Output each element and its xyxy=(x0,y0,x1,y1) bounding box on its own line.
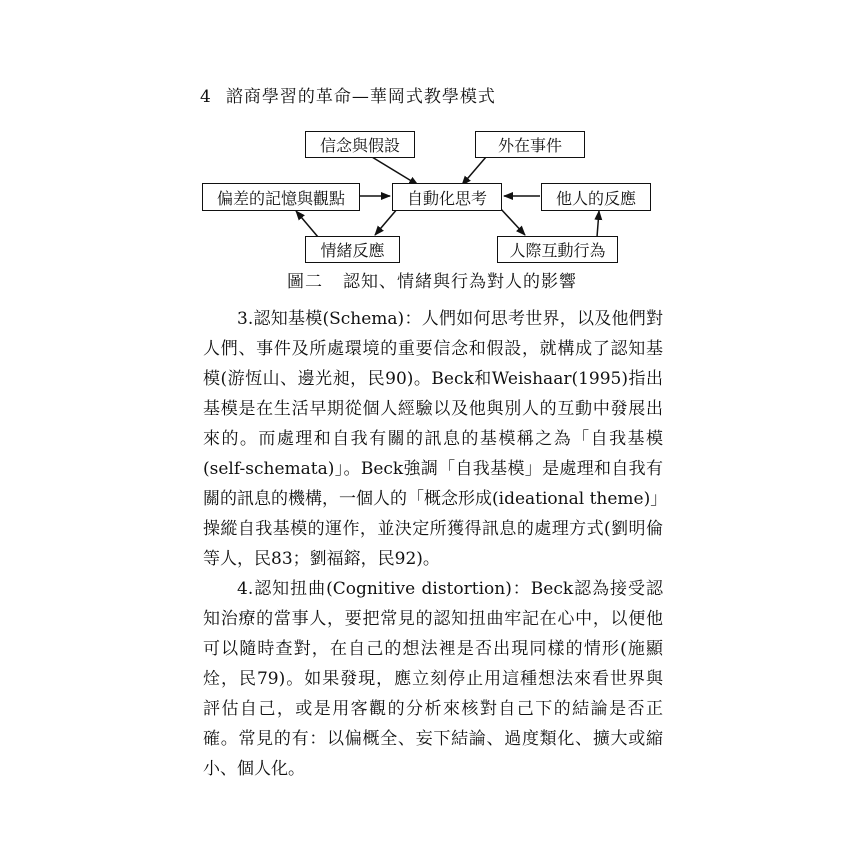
node-emotional-reaction: 情緒反應 xyxy=(305,236,400,263)
book-title: 諮商學習的革命—華岡式教學模式 xyxy=(225,87,496,107)
figure-label: 圖二 xyxy=(287,272,323,292)
arrow-external-to-thought xyxy=(462,157,486,185)
body-text xyxy=(203,304,668,784)
text-line: 烇，民79)。如果發現，應立刻停止用這種想法來看世界與 xyxy=(203,669,663,689)
node-automatic-thought: 自動化思考 xyxy=(392,183,502,211)
text-line: 可以隨時查對，在自己的想法裡是否出現同樣的情形(施顯 xyxy=(203,639,663,659)
figure-title: 認知、情緒與行為對人的影響 xyxy=(343,272,577,292)
cognition-diagram xyxy=(0,0,850,300)
text-line: 知治療的當事人，要把常見的認知扭曲牢記在心中，以便他 xyxy=(203,609,663,629)
page-number: 4 xyxy=(200,87,212,107)
arrow-thought-to-interaction xyxy=(500,208,525,235)
text-line: (self-schemata)」。Beck強調「自我基模」是處理和自我有 xyxy=(203,459,663,479)
text-line: 小、個人化。 xyxy=(203,759,305,779)
text-line: 4.認知扭曲(Cognitive distortion)：Beck認為接受認 xyxy=(237,579,663,599)
text-line: 模(游恆山、邊光昶，民90)。Beck和Weishaar(1995)指出 xyxy=(203,369,663,389)
text-line: 評估自己，或是用客觀的分析來核對自己下的結論是否正 xyxy=(203,699,663,719)
diagram-arrows xyxy=(0,0,850,300)
text-line: 來的。而處理和自我有關的訊息的基模稱之為「自我基模 xyxy=(203,429,663,449)
arrow-beliefs-to-thought xyxy=(372,157,418,185)
node-biased-memory: 偏差的記憶與觀點 xyxy=(202,183,360,211)
node-beliefs: 信念與假設 xyxy=(305,131,415,158)
node-interpersonal-behavior: 人際互動行為 xyxy=(497,236,618,263)
text-line: 基模是在生活早期從個人經驗以及他與別人的互動中發展出 xyxy=(203,399,663,419)
figure-caption xyxy=(287,267,577,292)
arrow-interaction-to-others xyxy=(597,211,599,237)
node-external-event: 外在事件 xyxy=(475,131,585,158)
node-others-reaction: 他人的反應 xyxy=(541,183,651,211)
text-line: 關的訊息的機構，一個人的「概念形成(ideational theme)」 xyxy=(203,489,668,509)
arrow-thought-to-emotion xyxy=(375,208,398,235)
text-line: 確。常見的有：以偏概全、妄下結論、過度類化、擴大或縮 xyxy=(203,729,663,749)
text-line: 等人，民83；劉福鎔，民92)。 xyxy=(203,549,440,569)
arrow-emotion-to-memory xyxy=(296,211,318,237)
text-line: 操縱自我基模的運作，並決定所獲得訊息的處理方式(劉明倫 xyxy=(203,519,663,539)
text-line: 3.認知基模(Schema)：人們如何思考世界，以及他們對 xyxy=(237,309,663,329)
text-line: 人們、事件及所處環境的重要信念和假設，就構成了認知基 xyxy=(203,339,663,359)
